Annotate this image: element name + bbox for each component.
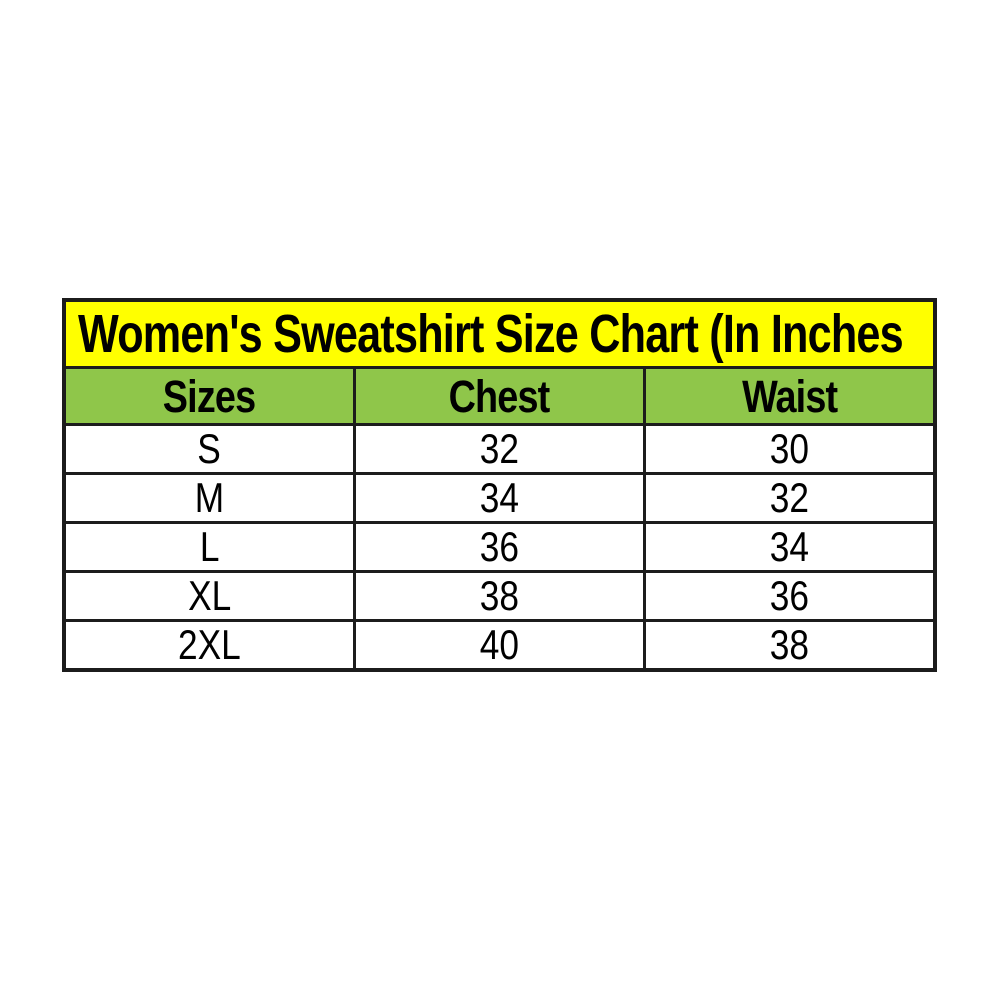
- chest-value: 36: [479, 523, 520, 570]
- chest-value: 38: [479, 572, 520, 619]
- chest-cell: [354, 572, 644, 621]
- chest-cell: [354, 474, 644, 523]
- table-row-2xl: [64, 621, 935, 671]
- waist-cell: [645, 474, 935, 523]
- header-cell-chest: [354, 368, 644, 425]
- size-value: 2XL: [178, 621, 241, 668]
- waist-value: 32: [769, 474, 810, 521]
- table-row-s: [64, 425, 935, 474]
- table-row-m: [64, 474, 935, 523]
- size-chart-table: [62, 298, 937, 672]
- waist-value: 36: [769, 572, 810, 619]
- header-cell-sizes: [64, 368, 354, 425]
- waist-cell: [645, 523, 935, 572]
- chest-cell: [354, 425, 644, 474]
- table-row-xl: [64, 572, 935, 621]
- chest-cell: [354, 621, 644, 671]
- header-row: [64, 368, 935, 425]
- waist-value: 34: [769, 523, 810, 570]
- table-row-l: [64, 523, 935, 572]
- chest-value: 34: [479, 474, 520, 521]
- size-value: XL: [187, 572, 231, 619]
- size-cell: [64, 425, 354, 474]
- chest-value: 40: [479, 621, 520, 668]
- size-cell: [64, 523, 354, 572]
- chart-title: Women's Sweatshirt Size Chart (In Inches: [78, 304, 903, 364]
- size-cell: [64, 621, 354, 671]
- size-value: L: [199, 523, 220, 570]
- chest-cell: [354, 523, 644, 572]
- waist-value: 30: [769, 425, 810, 472]
- header-cell-waist: [645, 368, 935, 425]
- size-value: M: [194, 474, 225, 521]
- waist-cell: [645, 572, 935, 621]
- size-cell: [64, 474, 354, 523]
- chest-value: 32: [479, 425, 520, 472]
- size-value: S: [197, 425, 222, 472]
- header-label-chest: Chest: [449, 370, 550, 422]
- header-label-sizes: Sizes: [163, 370, 256, 422]
- size-cell: [64, 572, 354, 621]
- title-cell: [64, 300, 935, 368]
- header-label-waist: Waist: [741, 370, 838, 422]
- waist-value: 38: [769, 621, 810, 668]
- waist-cell: [645, 621, 935, 671]
- title-row: [64, 300, 935, 368]
- waist-cell: [645, 425, 935, 474]
